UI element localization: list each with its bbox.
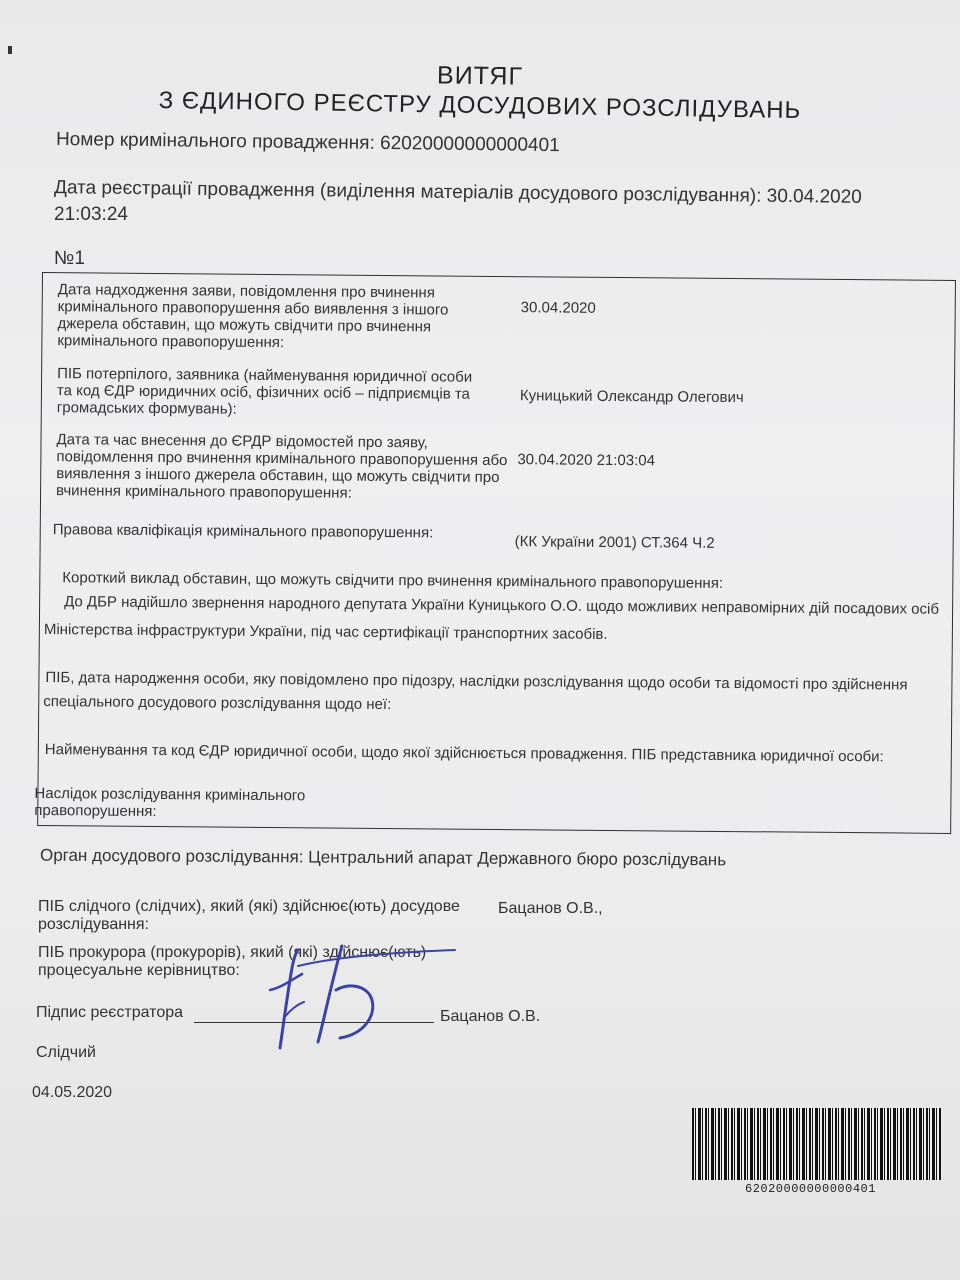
handwritten-signature (240, 930, 470, 1060)
registration-date-line (54, 177, 862, 209)
register-table (34, 272, 956, 834)
barcode-number: 62020000000000401 (745, 1182, 876, 1196)
role-label: Слідчий (36, 1044, 96, 1061)
summary-line-1: До ДБР надійшло звернення народного депутата України Куницького О.О. щодо можливих неправомірних дій посадових осіб (64, 593, 940, 618)
registrar-signature-label: Підпис реєстратора (36, 1004, 184, 1021)
legal-entity-label: Найменування та код ЄДР юридичної особи, щодо якої здійснюється провадження. ПІБ представника юридичної особи: (44, 741, 884, 766)
investigator-label: ПІБ слідчого (слідчих), який (які) здійснює(ють) досудове розслідування: (38, 898, 460, 933)
case-number-label: Номер кримінального провадження: (55, 128, 375, 154)
qualification-label: Правова кваліфікація кримінального правопорушення: (52, 521, 434, 542)
investigator-name: Бацанов О.В., (498, 900, 603, 917)
entry-datetime: 30.04.2020 21:03:04 (517, 451, 656, 470)
summary-line-2: Міністерства інфраструктури України, під час сертифікації транспортних засобів. (43, 621, 608, 643)
victim-label: ПІБ потерпілого, заявника (найменування юридичної особи та код ЄДР юридичних осіб, фізичних осіб – підприємців та громадських формувань): (56, 365, 473, 418)
corner-mark (8, 46, 12, 54)
registration-time: 21:03:24 (54, 204, 128, 225)
suspect-line-1: ПІБ, дата народження особи, яку повідомлено про підозру, наслідки розслідування щодо особи та відомості про здійснення (45, 669, 908, 694)
receipt-date: 30.04.2020 (520, 299, 596, 317)
case-number: 62020000000000401 (379, 132, 560, 157)
investigation-organ: Орган досудового розслідування: Центральний апарат Державного бюро розслідувань (39, 845, 727, 870)
registration-date: 30.04.2020 (766, 185, 862, 208)
case-number-line (56, 129, 560, 157)
qualification-value: (КК України 2001) СТ.364 Ч.2 (514, 533, 715, 552)
registrar-name: Бацанов О.В. (440, 1008, 541, 1025)
document-title: ВИТЯГ (436, 61, 524, 91)
summary-label: Короткий виклад обставин, що можуть свідчити про вчинення кримінального правопорушення: (62, 569, 724, 592)
result-label: Наслідок розслідування кримінального правопорушення: (34, 784, 306, 821)
barcode (692, 1108, 942, 1180)
victim-name: Куницький Олександр Олегович (519, 387, 744, 407)
registration-date-label: Дата реєстрації провадження (виділення матеріалів досудового розслідування): (53, 177, 762, 207)
entry-number: №1 (54, 248, 85, 269)
receipt-label: Дата надходження заяви, повідомлення про вчинення кримінального правопорушення або виявлення з іншого джерела обставин, що можуть свідчити про вчинення кримінального правопорушення: (57, 281, 449, 352)
prosecutor-label: ПІБ прокурора (прокурорів), який (які) здійснює(ють) процесуальне керівництво: (38, 944, 427, 979)
document-subtitle: З ЄДИНОГО РЕЄСТРУ ДОСУДОВИХ РОЗСЛІДУВАНЬ (158, 86, 802, 125)
suspect-line-2: спеціального досудового розслідування щодо неї: (43, 693, 392, 714)
document-date: 04.05.2020 (32, 1084, 113, 1101)
entry-label: Дата та час внесення до ЄРДР відомостей про заяву, повідомлення про вчинення кримінального правопорушення або виявлення з іншого джерела обставин, що можуть свідчити про вчинення кримінального правопорушення: (56, 431, 508, 502)
